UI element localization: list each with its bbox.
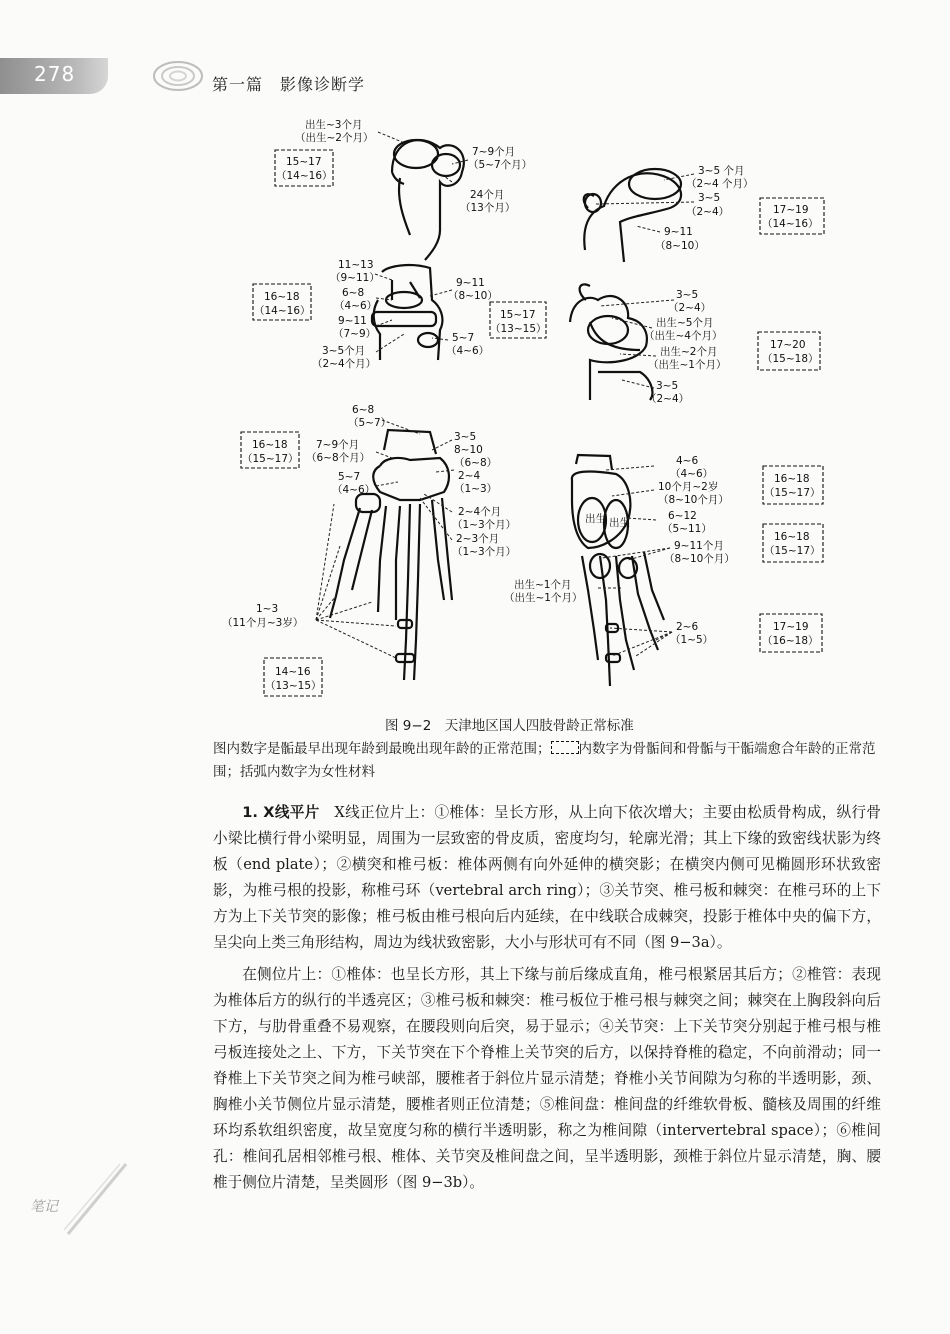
label: （13~15）: [265, 680, 322, 692]
label: 3~5个月: [322, 345, 366, 357]
label: （9~11）: [330, 272, 380, 284]
label: 16~18: [774, 531, 810, 543]
label: 3~5: [656, 380, 679, 392]
paragraph-1-text: X线正位片上：①椎体：呈长方形，从上向下依次增大；主要由松质骨构成，纵行骨小梁比横行骨小梁明显，周围为一层致密的骨皮质，密度均匀，轮廓光滑；其上下缘的致密线状影为终板（end plate）；②横突和椎弓板：椎体两侧有向外延伸的横突影；在横突内侧可见椭圆形环状致密影，为椎弓根的投影，称椎弓环（vertebral arch ring）；③关节突、椎弓板和棘突：在椎弓环的上下方为上下关节突的影像；椎弓板由椎弓根向后内延续，在中线联合成棘突，投影于椎体中央的偏下方，呈尖向上类三角形结构，周边为线状致密影，大小与形状可有不同（图 9−3a）。: [213, 804, 881, 951]
label: （14~16）: [254, 305, 311, 317]
label: （4~6）: [334, 300, 378, 312]
label: （2~4）: [646, 393, 690, 405]
label: （15~18）: [762, 353, 819, 365]
label: （1~3个月）: [452, 546, 517, 558]
label: 出生~3个月: [305, 119, 363, 131]
label: （2~4 个月）: [686, 178, 754, 190]
label: （2~4）: [668, 302, 712, 314]
label: （5~7个月）: [468, 159, 533, 171]
label: 6~8: [352, 404, 375, 416]
label: （15~17）: [764, 487, 821, 499]
figure-note: [213, 738, 893, 784]
label: 7~9个月: [472, 146, 516, 158]
label: （15~17）: [242, 453, 299, 465]
label: 5~7: [338, 471, 361, 483]
label: 5~7: [452, 332, 475, 344]
label: （2~4个月）: [312, 358, 377, 370]
figure-note-before: 图内数字是骺最早出现年龄到最晚出现年龄的正常范围；: [213, 741, 551, 757]
label: （8~10个月）: [658, 494, 729, 506]
paragraph-2: 在侧位片上：①椎体：也呈长方形，其上下缘与前后缘成直角，椎弓根紧居其后方；②椎管：表现为椎体后方的纵行的半透亮区；③椎弓板和棘突：椎弓板位于椎弓根与棘突之间；棘突在上胸段斜向后下方，与肋骨重叠不易观察，在腰段则向后突，易于显示；④关节突：上下关节突分别起于椎弓根与椎弓板连接处之上、下方，下关节突在下个脊椎上关节突的后方，以保持脊椎的稳定，不向前滑动；同一脊椎上下关节突之间为椎弓峡部，腰椎者于斜位片显示清楚；脊椎小关节间隙为匀称的半透明影，颈、胸椎小关节侧位片显示清楚，腰椎者则正位清楚；⑤椎间盘：椎间盘的纤维软骨板、髓核及周围的纤维环均系软组织密度，故呈宽度匀称的横行半透明影，称之为椎间隙（intervertebral space）；⑥椎间孔：椎间孔居相邻椎弓根、椎体、关节突及椎间盘之间，呈半透明影，颈椎于斜位片显示清楚，胸、腰椎于侧位片清楚，呈类圆形（图 9−3b）。: [213, 966, 881, 1191]
label: （11个月~3岁）: [222, 617, 304, 629]
label: （4~6）: [446, 345, 490, 357]
label: 16~18: [252, 439, 288, 451]
label: 2~4: [458, 470, 481, 482]
label: （8~10个月）: [664, 553, 735, 565]
label: （5~11）: [662, 523, 712, 535]
label: （14~16）: [276, 170, 333, 182]
paragraph-1: [213, 800, 881, 956]
label: 15~17: [500, 309, 536, 321]
label: （13个月）: [460, 202, 516, 214]
label: （8~10）: [448, 290, 498, 302]
label: 出生: [609, 517, 630, 529]
label: 9~11: [456, 277, 485, 289]
label: （15~17）: [764, 545, 821, 557]
label: 9~11: [338, 315, 367, 327]
label: （6~8）: [454, 457, 498, 469]
label: （7~9）: [333, 328, 377, 340]
label: （5~7）: [348, 417, 392, 429]
label: 3~5 个月: [698, 165, 745, 177]
body-text: [213, 800, 881, 1196]
figure-labels: [222, 118, 821, 692]
label: 2~4个月: [458, 506, 502, 518]
label: （出生~1个月）: [648, 359, 727, 371]
label: 出生~2个月: [660, 346, 718, 358]
label: 16~18: [774, 473, 810, 485]
label: 2~6: [676, 621, 699, 633]
figure-note-after: 内数字为骨骺间和骨骺与干骺端愈合年龄的正常范围；括弧内数字为女性材料: [213, 741, 876, 780]
label: （出生~2个月）: [295, 132, 374, 144]
label: 10个月~2岁: [658, 481, 719, 493]
figure-caption: 图 9−2 天津地区国人四肢骨龄正常标准: [385, 718, 634, 734]
label: （2~4）: [686, 206, 730, 218]
label: 16~18: [264, 291, 300, 303]
page-number: 278: [34, 62, 76, 86]
label: 17~20: [770, 339, 806, 351]
label: （出生~1个月）: [504, 592, 583, 604]
label: （8~10）: [655, 240, 705, 252]
label: 17~19: [773, 621, 809, 633]
label: （6~8个月）: [306, 452, 371, 464]
label: （4~6）: [670, 468, 714, 480]
label: 出生~1个月: [514, 579, 572, 591]
label: 15~17: [286, 156, 322, 168]
label: 3~5: [454, 431, 477, 443]
label: 3~5: [676, 289, 699, 301]
label: 6~8: [342, 287, 365, 299]
label: 出生~5个月: [656, 317, 714, 329]
label: 9~11个月: [674, 540, 724, 552]
label: 3~5: [698, 192, 721, 204]
label: （4~6）: [332, 484, 376, 496]
label: 1~3: [256, 603, 279, 615]
bone-drawings: [330, 140, 681, 686]
fusion-boxes: [241, 150, 824, 696]
pen-icon: [60, 1160, 130, 1240]
label: 出生: [585, 513, 606, 525]
margin-note: 笔记: [30, 1199, 58, 1215]
label: （1~3个月）: [452, 519, 517, 531]
label: 7~9个月: [316, 439, 360, 451]
label: （1~3）: [454, 483, 498, 495]
chapter-title: 第一篇 影像诊断学: [212, 75, 366, 94]
label: （13~15）: [490, 323, 547, 335]
label: 17~19: [773, 204, 809, 216]
dashed-box-icon: [551, 741, 579, 754]
label: （16~18）: [762, 635, 819, 647]
section-heading: 1. X线平片: [242, 804, 320, 821]
label: （出生~4个月）: [644, 330, 723, 342]
label: 8~10: [454, 444, 483, 456]
label: 6~12: [668, 510, 697, 522]
label: 4~6: [676, 455, 699, 467]
label: 9~11: [664, 226, 693, 238]
label: 24个月: [470, 189, 505, 201]
label: 11~13: [338, 259, 374, 271]
label: 14~16: [275, 666, 311, 678]
label: 2~3个月: [456, 533, 500, 545]
label: （1~5）: [670, 634, 714, 646]
label: （14~16）: [762, 218, 819, 230]
